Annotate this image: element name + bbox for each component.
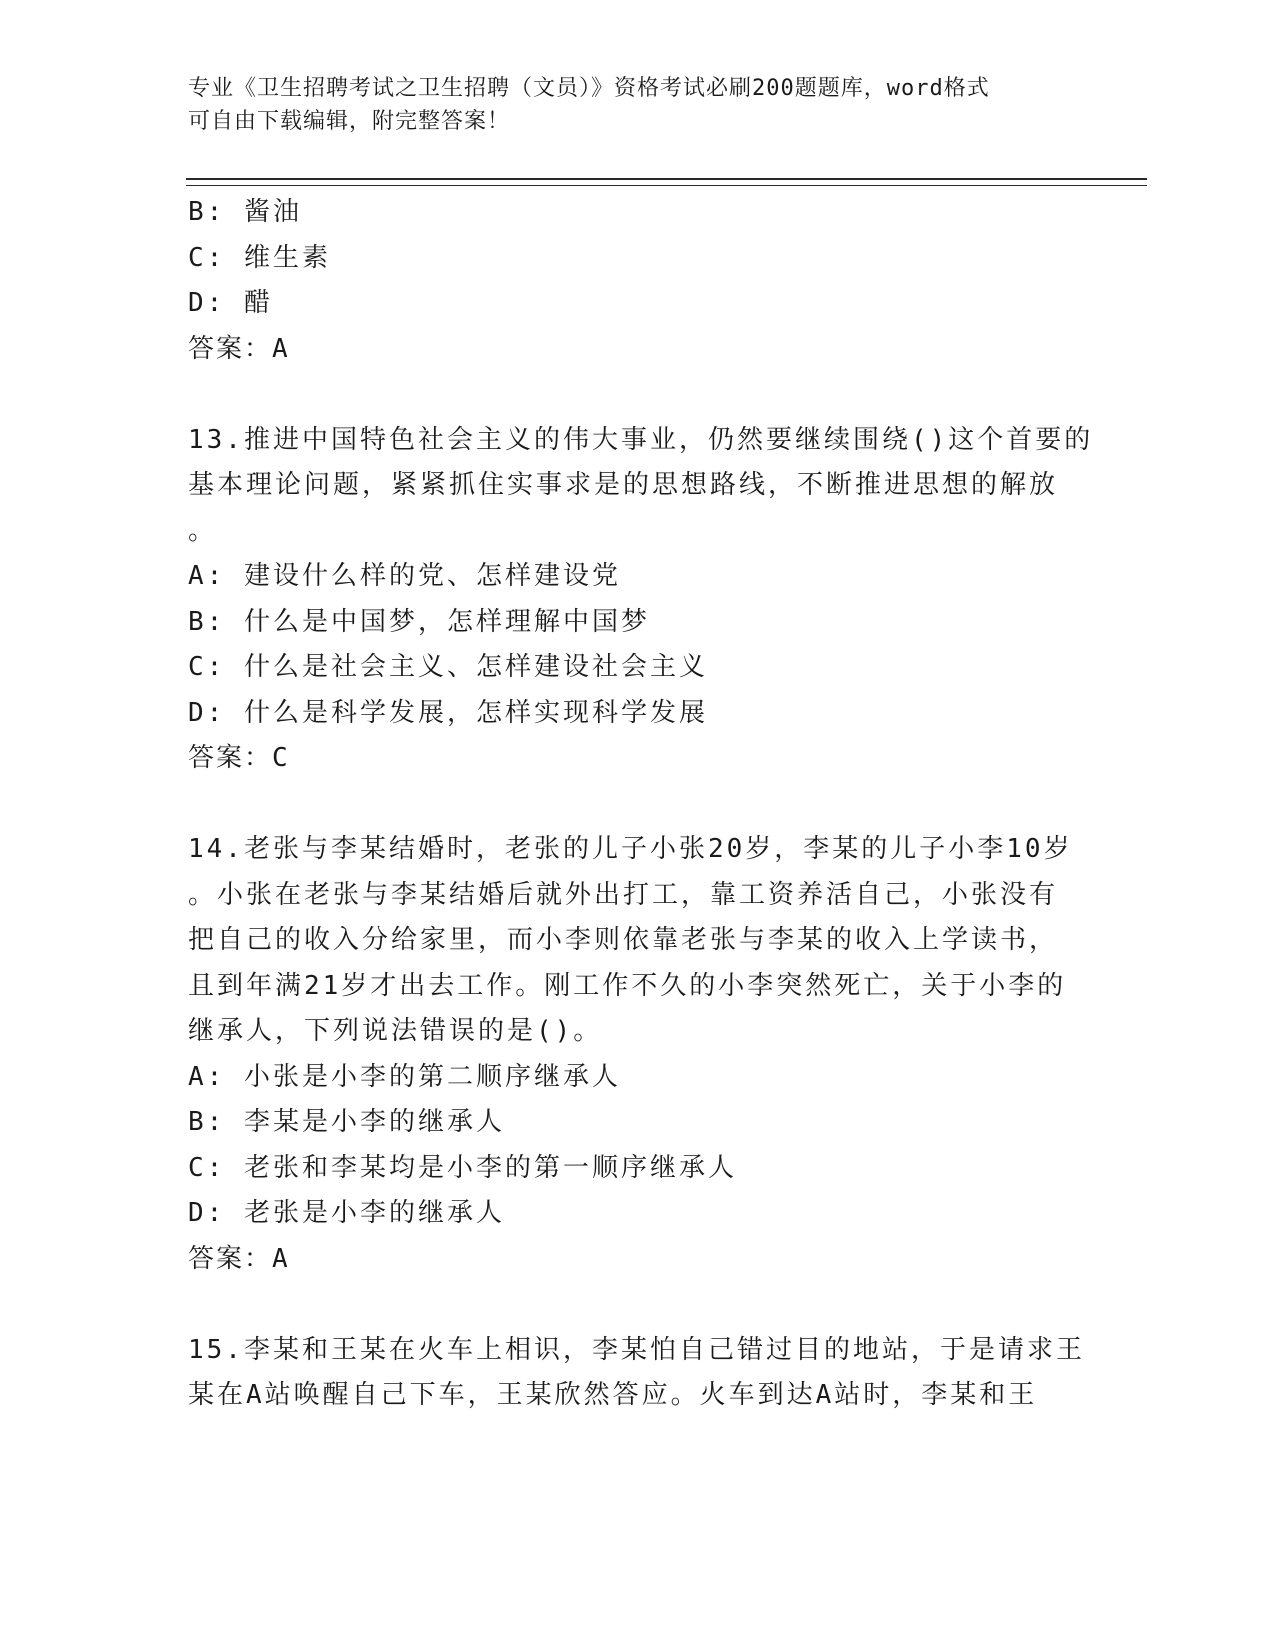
answer-label: 答案：A <box>188 1243 290 1274</box>
option-b: B: 李某是小李的继承人 <box>188 1107 505 1137</box>
question-14 <box>188 827 1073 1282</box>
question-text-line: 14.老张与李某结婚时，老张的儿子小张20岁，李某的儿子小李10岁 <box>188 834 1073 864</box>
question-text-line: 且到年满21岁才出去工作。刚工作不久的小李突然死亡，关于小李的 <box>188 970 1067 1001</box>
option-d: D: 老张是小李的继承人 <box>188 1198 505 1228</box>
answer-label: 答案：A <box>188 333 290 364</box>
question-text-line: 13.推进中国特色社会主义的伟大事业，仍然要继续围绕()这个首要的 <box>188 424 1094 455</box>
option-b: B: 什么是中国梦，怎样理解中国梦 <box>188 606 650 637</box>
option-a: A: 建设什么样的党、怎样建设党 <box>188 561 621 591</box>
option-d: D: 什么是科学发展，怎样实现科学发展 <box>188 697 708 728</box>
option-b: B: 酱油 <box>188 197 302 227</box>
question-content <box>188 190 1094 1419</box>
header-divider <box>186 178 1147 186</box>
question-15 <box>188 1328 1085 1419</box>
question-text-line: 。 <box>188 515 218 546</box>
answer-label: 答案：C <box>188 743 290 773</box>
question-text-line: 继承人，下列说法错误的是()。 <box>188 1016 603 1046</box>
option-d: D: 醋 <box>188 288 273 318</box>
header-line-1: 专业《卫生招聘考试之卫生招聘（文员）》资格考试必刷200题题库，word格式 <box>188 76 990 101</box>
question-text-line: 基本理论问题，紧紧抓住实事求是的思想路线，不断推进思想的解放 <box>188 470 1059 500</box>
option-c: C: 什么是社会主义、怎样建设社会主义 <box>188 652 708 682</box>
option-c: C: 老张和李某均是小李的第一顺序继承人 <box>188 1152 737 1183</box>
question-12-tail <box>188 190 1068 372</box>
option-c: C: 维生素 <box>188 242 331 273</box>
option-a: A: 小张是小李的第二顺序继承人 <box>188 1061 621 1092</box>
question-text-line: 把自己的收入分给家里，而小李则依靠老张与李某的收入上学读书， <box>188 925 1059 955</box>
question-text-line: 15.李某和王某在火车上相识，李某怕自己错过目的地站，于是请求王 <box>188 1334 1085 1365</box>
question-text-line: 某在A站唤醒自己下车，王某欣然答应。火车到达A站时，李某和王 <box>188 1380 1038 1410</box>
question-13 <box>188 418 1094 782</box>
header-line-2: 可自由下载编辑，附完整答案！ <box>188 109 511 134</box>
document-header <box>188 72 1068 138</box>
question-text-line: 。小张在老张与李某结婚后就外出打工，靠工资养活自己，小张没有 <box>188 879 1059 910</box>
